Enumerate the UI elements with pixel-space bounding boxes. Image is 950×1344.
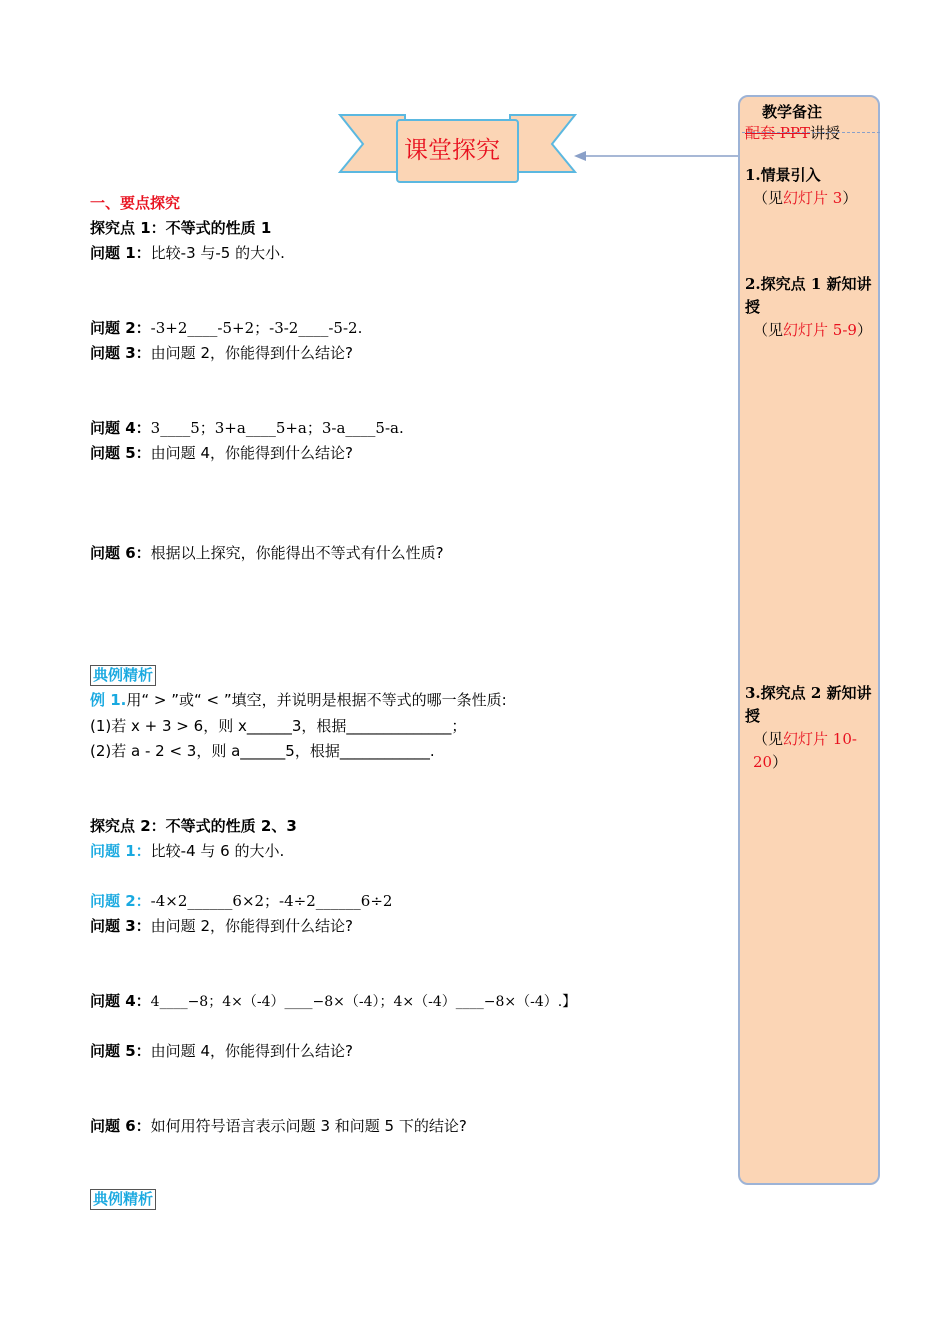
note3-ref-close: ） xyxy=(772,753,788,771)
s1-question-3 xyxy=(90,343,353,363)
note2-ref: 幻灯片 5-9 xyxy=(783,321,857,339)
s1-question-4 xyxy=(90,418,404,438)
s2-q3-text: 由问题 2，你能得到什么结论? xyxy=(150,917,353,935)
sidebar-title: 教学备注 xyxy=(762,103,823,121)
s2-question-3 xyxy=(90,916,353,936)
point2-title: 探究点 2：不等式的性质 2、3 xyxy=(90,817,297,835)
example1-item-1: (1)若 x + 3 > 6，则 x______3，根据______________； xyxy=(90,717,467,735)
s2-question-5 xyxy=(90,1041,353,1061)
example1-item-2: (2)若 a - 2 < 3，则 a______5，根据____________. xyxy=(90,742,435,760)
note1-ref-close: ） xyxy=(842,189,858,207)
sidebar-divider xyxy=(742,132,880,133)
banner-title: 课堂探究 xyxy=(404,136,500,164)
s2-q5-text: 由问题 4，你能得到什么结论? xyxy=(150,1042,353,1060)
s2-q3-label: 问题 3： xyxy=(90,917,151,935)
s2-q2-label: 问题 2： xyxy=(90,892,151,910)
example1-label: 例 1. xyxy=(90,691,127,709)
sidebar-note-3 xyxy=(745,682,879,774)
note2-ref-close: ） xyxy=(856,321,872,339)
note3-ref-line xyxy=(745,728,879,774)
s2-q1-label: 问题 1： xyxy=(90,842,151,860)
note1-title: 1.情景引入 xyxy=(745,166,821,184)
s2-q6-text: 如何用符号语言表示问题 3 和问题 5 下的结论? xyxy=(150,1117,467,1135)
example1-text: 用“ > ”或“ < ”填空，并说明是根据不等式的哪一条性质: xyxy=(126,691,507,709)
s1-q2-label: 问题 2： xyxy=(90,319,151,337)
section-heading: 一、要点探究 xyxy=(90,194,181,212)
note3-ref-open: （见 xyxy=(753,730,784,748)
s2-question-4 xyxy=(90,991,576,1012)
s1-q6-label: 问题 6： xyxy=(90,544,151,562)
s1-question-5 xyxy=(90,443,353,463)
s2-q5-label: 问题 5： xyxy=(90,1042,151,1060)
note1-ref: 幻灯片 3 xyxy=(783,189,843,207)
point1-title: 探究点 1：不等式的性质 1 xyxy=(90,219,272,237)
note3-ref: 幻灯片 10-20 xyxy=(753,730,857,771)
s1-q4-label: 问题 4： xyxy=(90,419,151,437)
note3-title: 3.探究点 2 新知讲授 xyxy=(745,684,872,725)
s2-q4-text: 4____−8；4×（-4）____−8×（-4）；4×（-4）____−8×（-4）.】 xyxy=(150,994,577,1010)
sidebar-sub-rest: 讲授 xyxy=(809,124,840,142)
s2-question-1 xyxy=(90,841,284,861)
arrow-connector xyxy=(572,148,742,164)
s1-q5-text: 由问题 4，你能得到什么结论? xyxy=(150,444,353,462)
s2-question-6 xyxy=(90,1116,467,1136)
s1-question-6 xyxy=(90,543,444,563)
sidebar-note-1 xyxy=(745,164,879,210)
example1-prompt xyxy=(90,690,507,710)
note2-ref-line xyxy=(745,319,879,342)
note1-ref-line xyxy=(745,187,879,210)
s2-q1-text: 比较-4 与 6 的大小. xyxy=(150,842,285,860)
s1-question-2 xyxy=(90,318,362,338)
sidebar-note-2 xyxy=(745,273,879,342)
example-box-2: 典例精析 xyxy=(90,1189,156,1210)
s2-q2-text: -4×2______6×2；-4÷2______6÷2 xyxy=(150,892,393,910)
s1-q2-text: -3+2____-5+2；-3-2____-5-2. xyxy=(150,319,363,337)
sidebar-sub-strike: 配套 PPT xyxy=(745,124,810,142)
s1-question-1 xyxy=(90,243,285,263)
note2-ref-open: （见 xyxy=(753,321,784,339)
teaching-notes-panel xyxy=(738,95,880,1185)
s1-q5-label: 问题 5： xyxy=(90,444,151,462)
s2-q6-label: 问题 6： xyxy=(90,1117,151,1135)
note2-title: 2.探究点 1 新知讲授 xyxy=(745,275,872,316)
s2-question-2 xyxy=(90,891,392,911)
s1-q4-text: 3____5；3+a____5+a；3-a____5-a. xyxy=(150,419,404,437)
s1-q3-text: 由问题 2，你能得到什么结论? xyxy=(150,344,353,362)
note1-ref-open: （见 xyxy=(753,189,784,207)
example-box-1: 典例精析 xyxy=(90,665,156,686)
s1-q1-text: 比较-3 与-5 的大小. xyxy=(150,244,285,262)
s1-q6-text: 根据以上探究，你能得出不等式有什么性质? xyxy=(150,544,444,562)
s1-q1-label: 问题 1： xyxy=(90,244,151,262)
s2-q4-label: 问题 4： xyxy=(90,992,151,1010)
s1-q3-label: 问题 3： xyxy=(90,344,151,362)
